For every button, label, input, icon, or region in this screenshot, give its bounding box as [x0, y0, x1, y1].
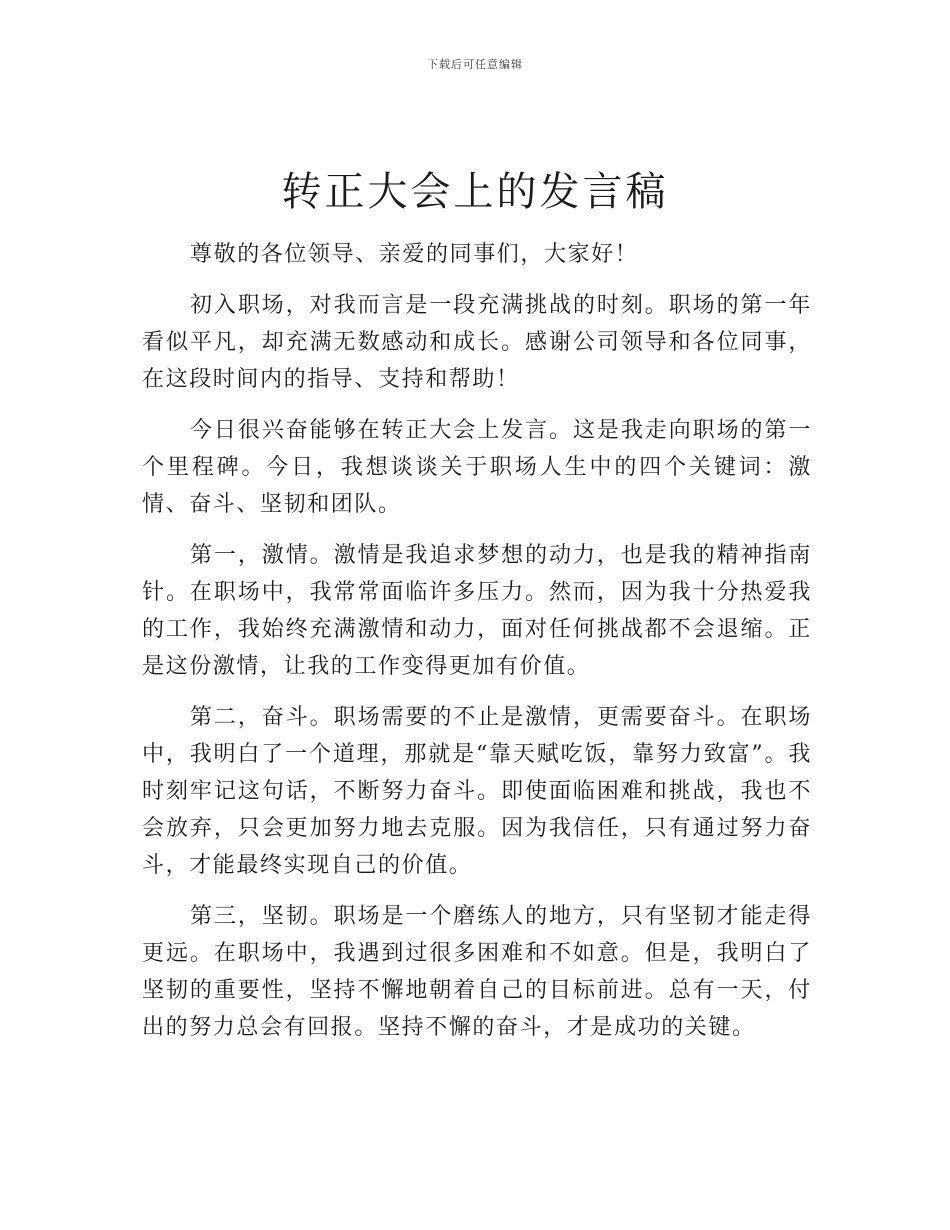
paragraph-intro: 初入职场，对我而言是一段充满挑战的时刻。职场的第一年看似平凡，却充满无数感动和成长。感谢公司领导和各位同事，在这段时间内的指导、支持和帮助！ — [142, 293, 812, 392]
paragraph-passion: 第一，激情。激情是我追求梦想的动力，也是我的精神指南针。在职场中，我常常面临许多压力。然而，因为我十分热爱我的工作，我始终充满激情和动力，面对任何挑战都不会退缩。正是这份激情，让我的工作变得更加有价值。 — [142, 543, 812, 679]
document-title: 转正大会上的发言稿 — [281, 169, 669, 215]
header-note: 下载后可任意编辑 — [427, 58, 523, 71]
paragraph-keywords: 今日很兴奋能够在转正大会上发言。这是我走向职场的第一个里程碑。今日，我想谈谈关于职场人生中的四个关键词：激情、奋斗、坚韧和团队。 — [142, 418, 812, 517]
paragraph-striving: 第二，奋斗。职场需要的不止是激情，更需要奋斗。在职场中，我明白了一个道理，那就是“靠天赋吃饭，靠努力致富”。我时刻牢记这句话，不断努力奋斗。即使面临困难和挑战，我也不会放弃，只会更加努力地去克服。因为我信任，只有通过努力奋斗，才能最终实现自己的价值。 — [142, 705, 812, 878]
paragraph-tenacity: 第三，坚韧。职场是一个磨练人的地方，只有坚韧才能走得更远。在职场中，我遇到过很多困难和不如意。但是，我明白了坚韧的重要性，坚持不懈地朝着自己的目标前进。总有一天，付出的努力总会有回报。坚持不懈的奋斗，才是成功的关键。 — [142, 904, 812, 1040]
paragraph-greeting: 尊敬的各位领导、亲爱的同事们，大家好！ — [190, 242, 639, 267]
document-body — [142, 236, 812, 1060]
